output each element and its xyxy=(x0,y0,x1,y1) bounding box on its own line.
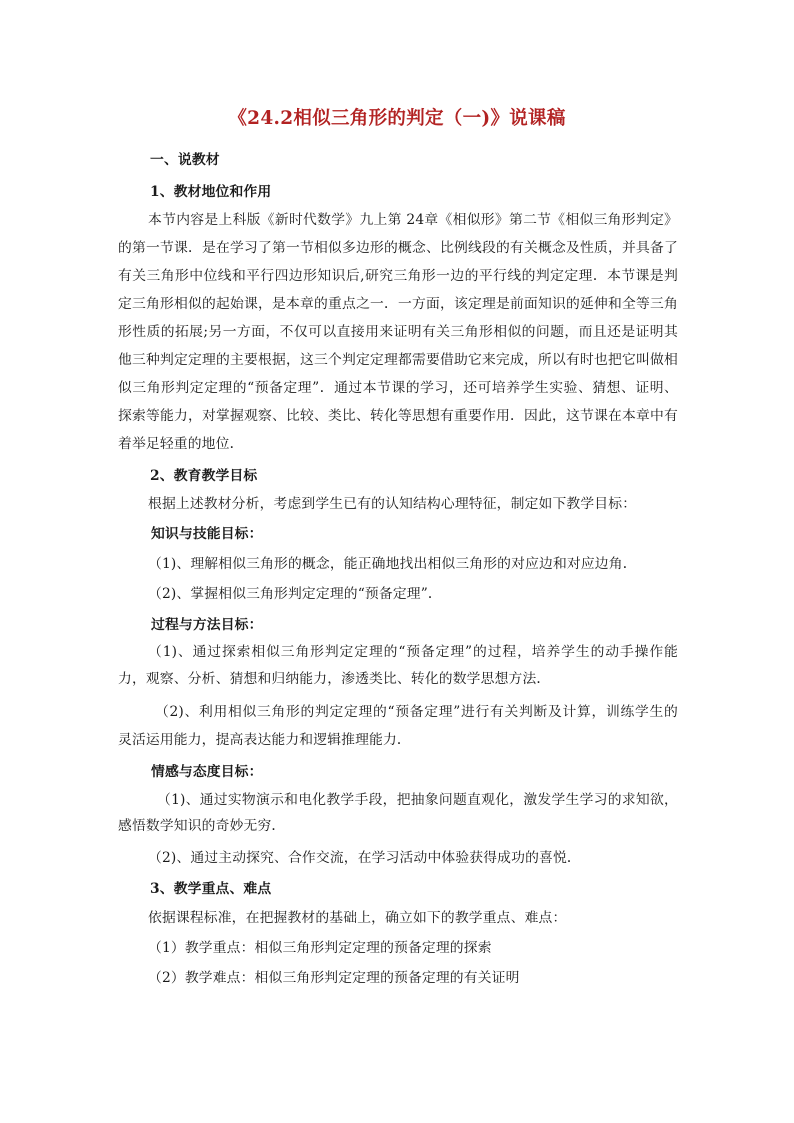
goal-item: （2)、通过主动探究、合作交流，在学习活动中体验获得成功的喜悦． xyxy=(148,850,581,866)
goal-heading: 情感与态度目标： xyxy=(151,764,263,780)
paragraph-line: 探索等能力，对掌握观察、比较、类比、转化等思想有重要作用．因此，这节课在本章中有 xyxy=(118,408,678,424)
goal-item: 感悟数学知识的奇妙无穷． xyxy=(118,818,286,834)
subsection-heading: 1、教材地位和作用 xyxy=(150,184,272,200)
goal-item: （1)、通过探索相似三角形判定定理的“预备定理”的过程，培养学生的动手操作能 xyxy=(148,644,678,660)
paragraph-line: 根据上述教材分析，考虑到学生已有的认知结构心理特征，制定如下教学目标： xyxy=(148,496,637,512)
paragraph-line: 本节内容是上科版《新时代数学》九上第 24章《相似形》第二节《相似三角形判定》 xyxy=(148,212,678,228)
paragraph-line: 形性质的拓展;另一方面，不仅可以直接用来证明有关三角形相似的问题，而且还是证明其 xyxy=(118,324,678,340)
subsection-heading: 3、教学重点、难点 xyxy=(150,881,272,897)
goal-item: 灵活运用能力，提高表达能力和逻辑推理能力． xyxy=(118,732,411,748)
document-title: 《24.2相似三角形的判定（一)》说课稿 xyxy=(228,108,566,129)
paragraph-line: 定三角形相似的起始课，是本章的重点之一．一方面，该定理是前面知识的延伸和全等三角 xyxy=(118,296,678,312)
list-item: （2）教学难点：相似三角形判定定理的预备定理的有关证明 xyxy=(148,970,520,986)
section-heading: 一、说教材 xyxy=(150,152,220,168)
paragraph-line: 的第一节课．是在学习了第一节相似多边形的概念、比例线段的有关概念及性质，并具备了 xyxy=(118,240,678,256)
subsection-heading: 2、教育教学目标 xyxy=(150,468,258,484)
paragraph-line: 着举足轻重的地位． xyxy=(118,436,244,452)
goal-item: （2)、利用相似三角形的判定定理的“预备定理”进行有关判断及计算，训练学生的 xyxy=(155,704,678,720)
goal-item: （1)、通过实物演示和电化教学手段，把抽象问题直观化，激发学生学习的求知欲， xyxy=(157,792,678,808)
paragraph-line: 有关三角形中位线和平行四边形知识后,研究三角形一边的平行线的判定定理．本节课是判 xyxy=(118,268,678,284)
paragraph-line: 他三种判定定理的主要根据，这三个判定定理都需要借助它来完成，所以有时也把它叫做相 xyxy=(118,352,678,368)
goal-heading: 过程与方法目标： xyxy=(151,617,263,633)
goal-item: 力，观察、分析、猜想和归纳能力，渗透类比、转化的数学思想方法． xyxy=(118,671,551,687)
goal-item: （2)、掌握相似三角形判定定理的“预备定理”． xyxy=(148,586,442,602)
paragraph-line: 依据课程标准，在把握教材的基础上，确立如下的教学重点、难点： xyxy=(148,910,567,926)
goal-item: （1)、理解相似三角形的概念，能正确地找出相似三角形的对应边和对应边角． xyxy=(148,556,637,572)
goal-heading: 知识与技能目标： xyxy=(151,526,263,542)
list-item: （1）教学重点：相似三角形判定定理的预备定理的探索 xyxy=(148,940,492,956)
paragraph-line: 似三角形判定定理的“预备定理”．通过本节课的学习，还可培养学生实验、猜想、证明、 xyxy=(118,380,678,396)
